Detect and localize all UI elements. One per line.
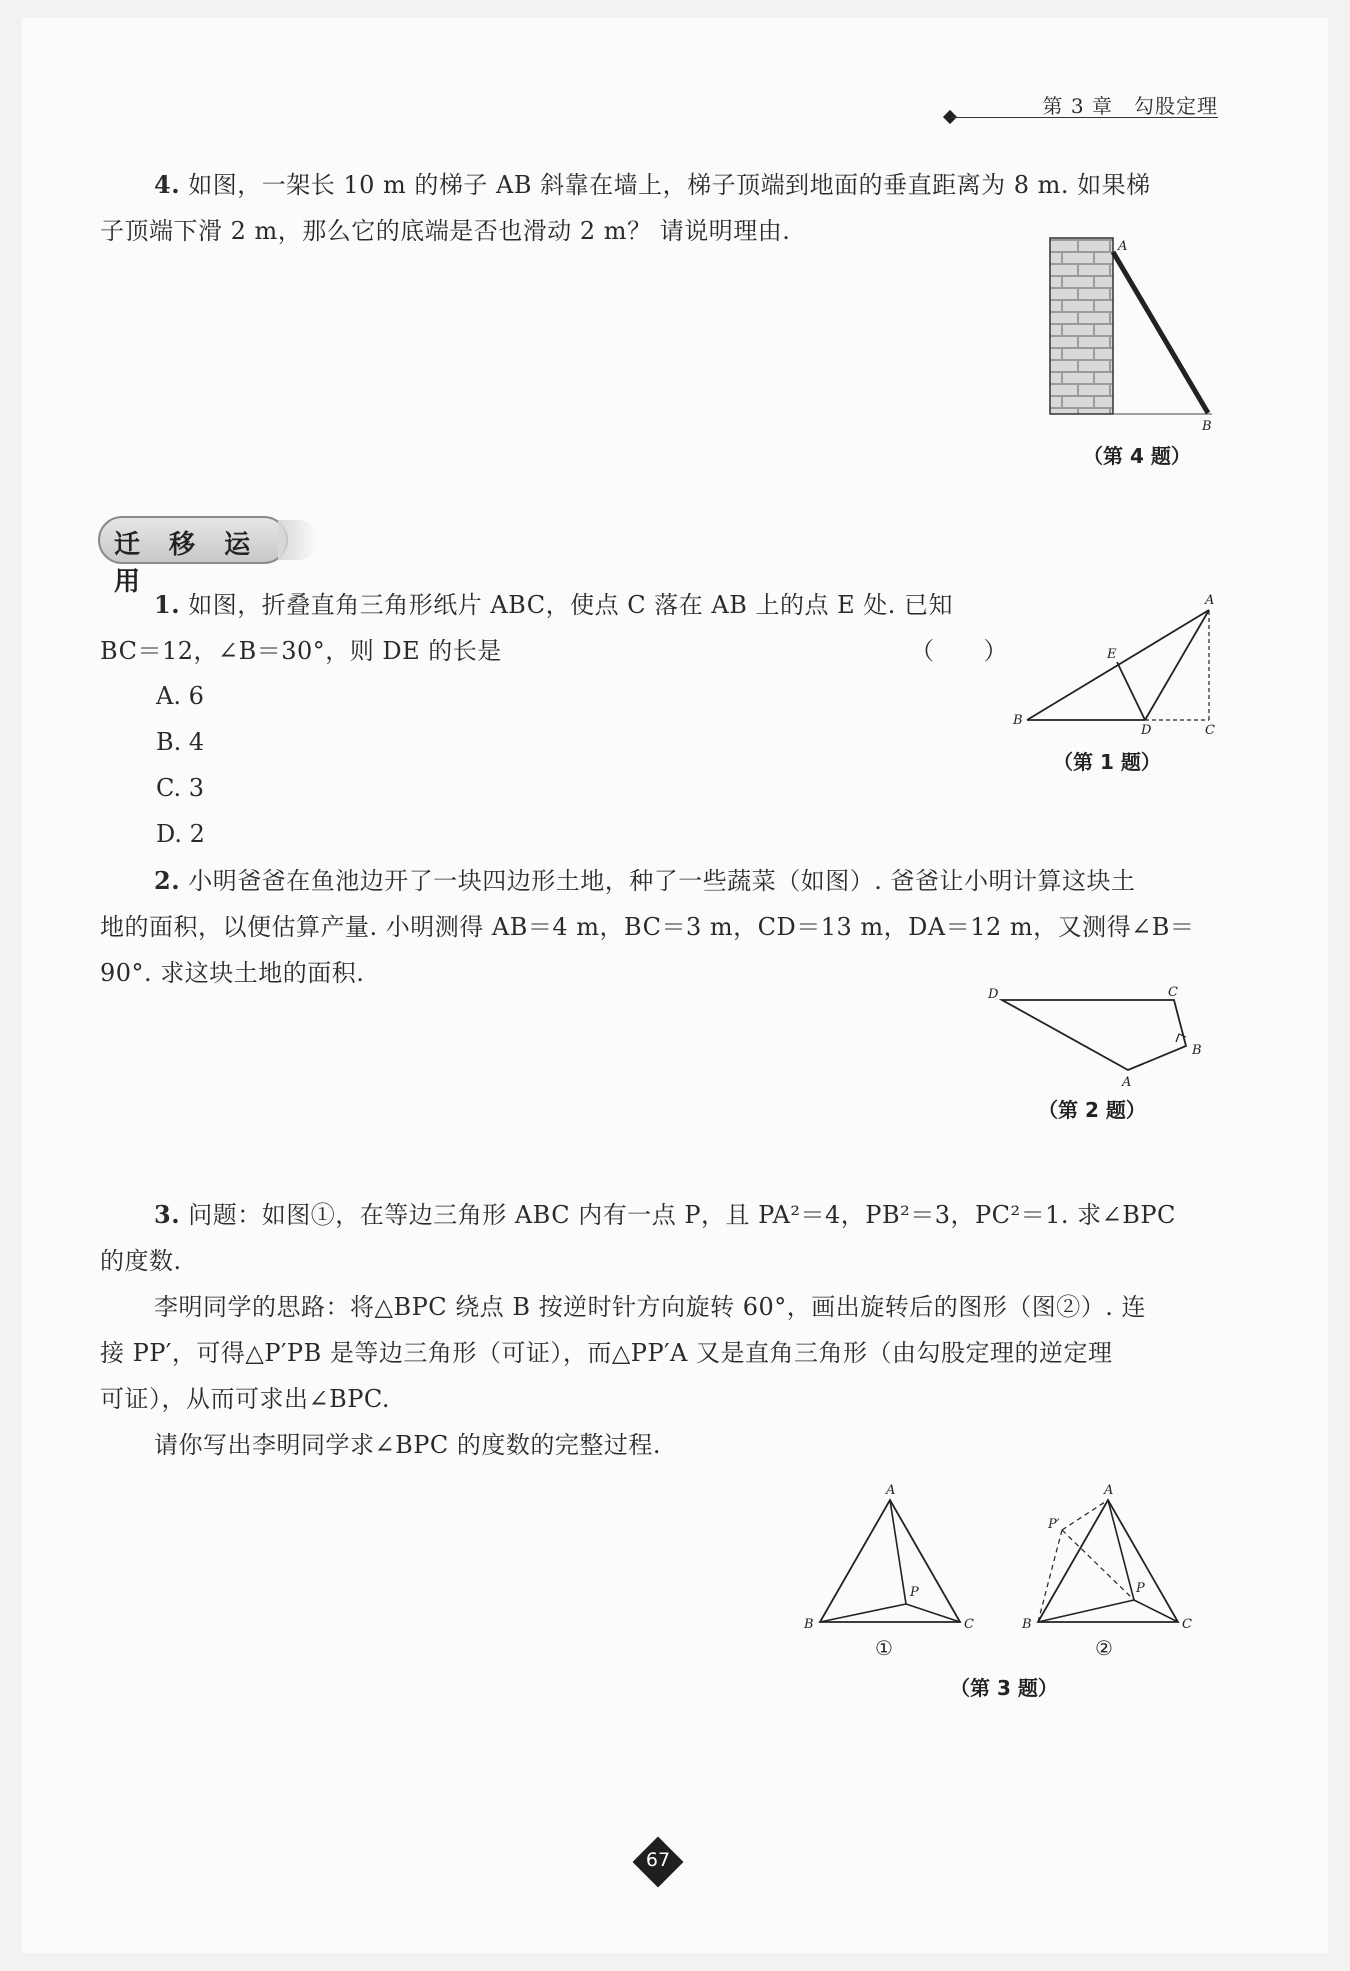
q3-line-6: 请你写出李明同学求∠BPC 的度数的完整过程. [154, 1431, 662, 1459]
page-number-badge [632, 1836, 684, 1888]
point-a-label: A [1205, 593, 1215, 608]
point-a-label: A [1118, 239, 1128, 254]
point-p-label: P [910, 1585, 919, 1600]
q1-text [100, 582, 1008, 674]
segment-ap [1108, 1500, 1134, 1600]
point-b-label: B [804, 1617, 814, 1632]
q3-line-5: 可证），从而可求出∠BPC. [100, 1385, 391, 1413]
point-b-label: B [1192, 1043, 1202, 1058]
figure-caption-2: （第 2 题） [1038, 1098, 1146, 1122]
point-e-label: E [1107, 647, 1117, 662]
segment-pprime-p [1062, 1530, 1134, 1600]
segment-pprime-a [1062, 1500, 1108, 1530]
section-title: 迁 移 运 用 [114, 530, 261, 597]
figure-caption-1: （第 1 题） [1053, 750, 1161, 774]
point-c-label: C [1205, 723, 1215, 738]
q3-text [100, 1192, 1220, 1468]
figure-label-1: ① [875, 1636, 893, 1660]
q2-line-1: 小明爸爸在鱼池边开了一块四边形土地，种了一些蔬菜（如图）. 爸爸让小明计算这块土 [188, 867, 1136, 895]
q3-number: 3. [154, 1200, 181, 1229]
section-badge [98, 516, 308, 597]
q2-line-2: 地的面积，以便估算产量. 小明测得 AB＝4 m，BC＝3 m，CD＝13 m，DA＝12 m，又测得∠B＝ [100, 913, 1195, 941]
problem-number: 4. [154, 170, 181, 199]
q2-line-3: 90°. 求这块土地的面积. [100, 959, 365, 987]
q3-line-2: 的度数. [100, 1247, 182, 1275]
point-c-label: C [964, 1617, 974, 1632]
ladder-ab [1113, 252, 1208, 413]
option-d[interactable]: D. 2 [156, 820, 205, 848]
equilateral-figure-2 [1018, 1478, 1218, 1653]
segment-ad [1145, 610, 1209, 720]
point-p-label: P [1136, 1581, 1145, 1596]
equilateral-figure-1 [800, 1478, 990, 1653]
quadrilateral-abcd [1002, 1000, 1186, 1070]
option-a[interactable]: A. 6 [156, 682, 204, 710]
answer-blank: （ ） [910, 637, 1008, 665]
segment-bpprime [1038, 1530, 1062, 1622]
q1-line-2: BC＝12，∠B＝30°，则 DE 的长是 [100, 637, 502, 665]
problem-4-line-1: 如图，一架长 10 m 的梯子 AB 斜靠在墙上，梯子顶端到地面的垂直距离为 8 m. 如果梯 [188, 171, 1151, 199]
point-d-label: D [988, 987, 999, 1002]
point-a-label: A [1122, 1075, 1132, 1090]
point-b-label: B [1013, 713, 1023, 728]
q3-line-3: 李明同学的思路：将△BPC 绕点 B 按逆时针方向旋转 60°，画出旋转后的图形（图②）. 连 [154, 1293, 1147, 1321]
point-d-label: D [1141, 723, 1152, 738]
q3-line-1: 问题：如图①，在等边三角形 ABC 内有一点 P，且 PA²＝4，PB²＝3，PC²＝1. 求∠BPC [188, 1201, 1176, 1229]
figure-caption-4: （第 4 题） [1083, 444, 1191, 468]
figure-caption-3: （第 3 题） [950, 1676, 1058, 1700]
chapter-title: 第 3 章 勾股定理 [1042, 94, 1218, 118]
q2-text [100, 858, 1220, 996]
quadrilateral-figure [980, 982, 1210, 1092]
segment-bp [1038, 1600, 1134, 1622]
point-a-label: A [886, 1483, 896, 1498]
point-b-label: B [1022, 1617, 1032, 1632]
triangle-abc [820, 1500, 960, 1622]
q1-line-1: 如图，折叠直角三角形纸片 ABC，使点 C 落在 AB 上的点 E 处. 已知 [188, 591, 953, 619]
option-b[interactable]: B. 4 [156, 728, 205, 756]
q1-number: 1. [154, 590, 181, 619]
point-c-label: C [1182, 1617, 1192, 1632]
point-b-label: B [1202, 419, 1212, 434]
problem-4-line-2: 子顶端下滑 2 m，那么它的底端是否也滑动 2 m？ 请说明理由. [100, 217, 791, 245]
option-c[interactable]: C. 3 [156, 774, 205, 802]
point-a-label: A [1104, 1483, 1114, 1498]
segment-ed [1117, 662, 1145, 720]
q3-line-4: 接 PP′，可得△P′PB 是等边三角形（可证），而△PP′A 又是直角三角形（由勾股定理的逆定理 [100, 1339, 1113, 1367]
page-number: 67 [645, 1849, 671, 1871]
brick-wall [1050, 238, 1113, 414]
q2-number: 2. [154, 866, 181, 895]
figure-label-2: ② [1095, 1636, 1113, 1660]
ladder-figure [1030, 228, 1230, 438]
point-p-prime-label: P′ [1048, 1517, 1060, 1532]
segment-bp [820, 1604, 906, 1622]
fold-triangle-figure [1005, 590, 1235, 740]
point-c-label: C [1168, 985, 1178, 1000]
